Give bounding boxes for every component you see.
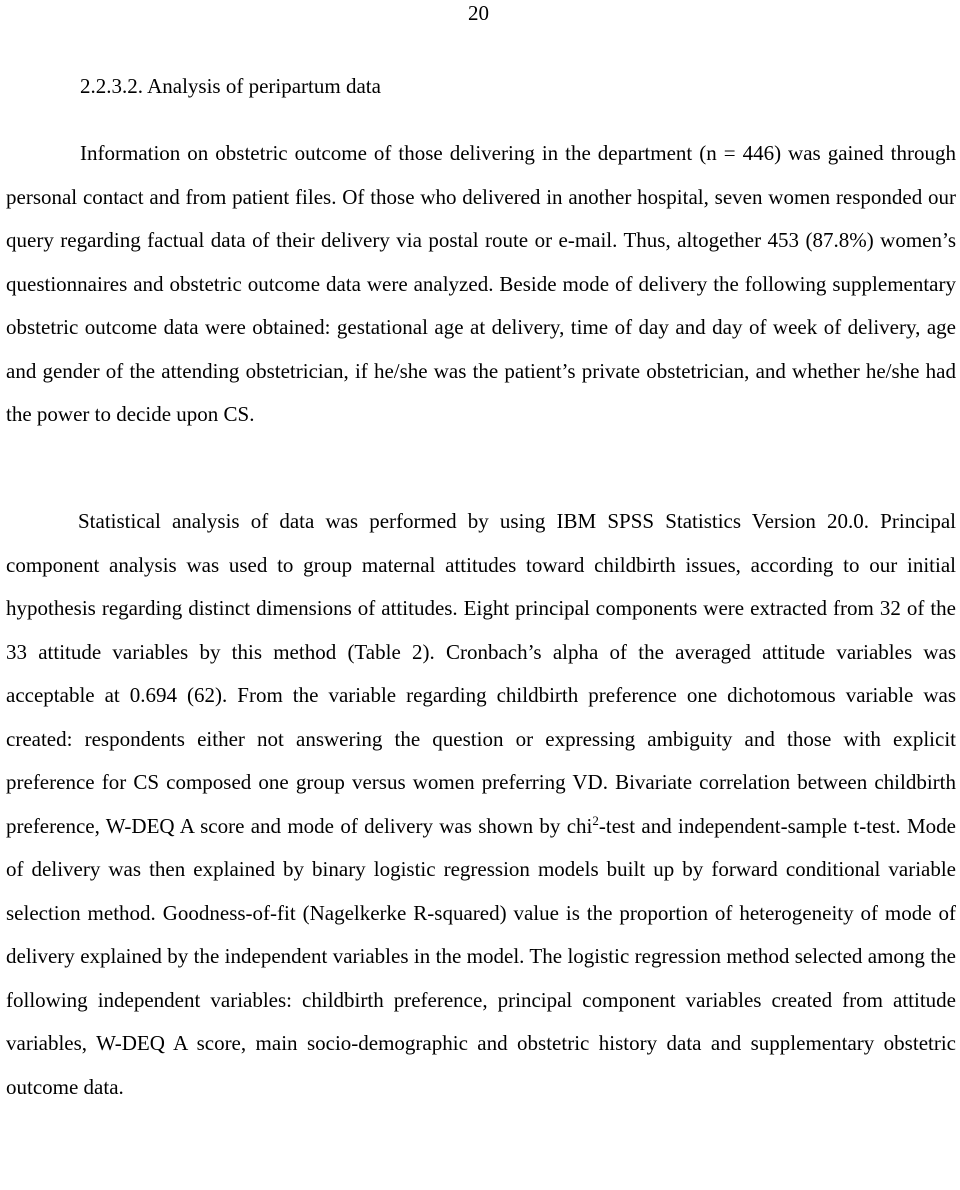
paragraph-statistical-analysis <box>6 500 956 1109</box>
paragraph-text-part: -test and independent-sample t-test. Mode of delivery was then explained by binary logistic regression models built up by forward conditional variable selection method. Goodness-of-fit (Nagelkerke R-squared) value is the proportion of heterogeneity of mode of delivery explained by the independent variables in the model. The logistic regression method selected among the following independent variables: childbirth preference, principal component variables created from attitude variables, W-DEQ A score, main socio-demographic and obstetric history data and supplementary obstetric outcome data. <box>6 813 956 1099</box>
paragraph-peripartum-data: Information on obstetric outcome of those delivering in the department (n = 446) was gained through personal contact and from patient files. Of those who delivered in another hospital, seven women responded our query regarding factual data of their delivery via postal route or e-mail. Thus, altogether 453 (87.8%) women’s questionnaires and obstetric outcome data were analyzed. Beside mode of delivery the following supplementary obstetric outcome data were obtained: gestational age at delivery, time of day and day of week of delivery, age and gender of the attending obstetrician, if he/she was the patient’s private obstetrician, and whether he/she had the power to decide upon CS. <box>6 141 956 426</box>
section-heading: 2.2.3.2. Analysis of peripartum data <box>80 74 381 98</box>
page-number: 20 <box>468 1 489 25</box>
paragraph-text-part: Statistical analysis of data was performed by using IBM SPSS Statistics Version 20.0. Principal component analysis was used to group maternal attitudes toward childbirth issues, according to our initial hypothesis regarding distinct dimensions of attitudes. Eight principal components were extracted from 32 of the 33 attitude variables by this method (Table 2). Cronbach’s alpha of the averaged attitude variables was acceptable at 0.694 (62). From the variable regarding childbirth preference one dichotomous variable was created: respondents either not answering the question or expressing ambiguity and those with explicit preference for CS composed one group versus women preferring VD. Bivariate correlation between childbirth preference, W-DEQ A score and mode of delivery was shown by chi <box>6 509 956 838</box>
superscript: 2 <box>592 812 599 828</box>
